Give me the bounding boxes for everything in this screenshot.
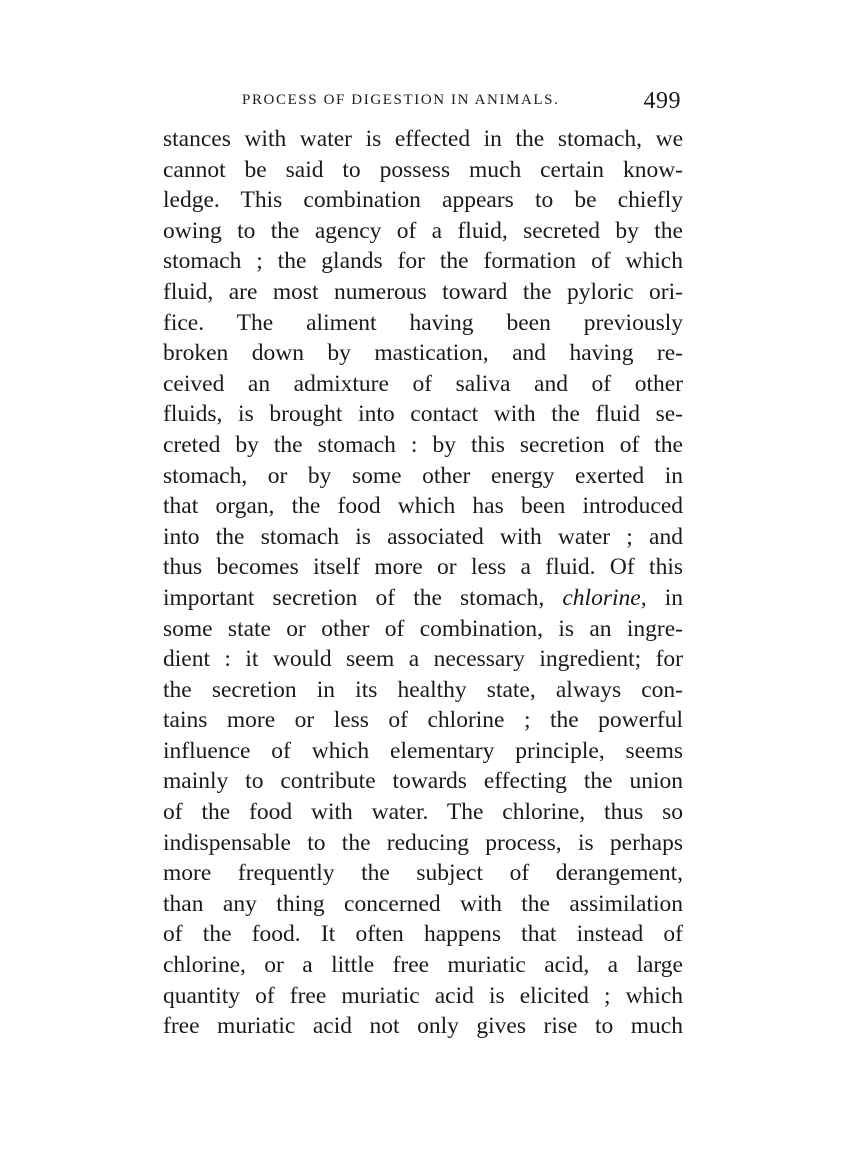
- text-segment: in: [646, 584, 683, 611]
- italic-term: chlorine,: [562, 584, 647, 611]
- text-line: fice. The aliment having been previously: [163, 309, 683, 336]
- text-line: free muriatic acid not only gives rise to much: [163, 1013, 683, 1040]
- text-line: dient : it would seem a necessary ingredient; for: [163, 646, 683, 673]
- text-line: stomach, or by some other energy exerted in: [163, 462, 683, 489]
- text-line: owing to the agency of a fluid, secreted by the: [163, 217, 683, 244]
- text-line: some state or other of combination, is an ingre-: [163, 615, 683, 642]
- text-line: [163, 583, 683, 614]
- text-line: chlorine, or a little free muriatic acid, a large: [163, 952, 683, 979]
- text-line: mainly to contribute towards effecting the union: [163, 768, 683, 795]
- body-text: [163, 124, 683, 1042]
- text-line: into the stomach is associated with water ; and: [163, 523, 683, 550]
- text-line: more frequently the subject of derangement,: [163, 860, 683, 887]
- text-line: fluid, are most numerous toward the pyloric ori-: [163, 278, 683, 305]
- text-line: fluids, is brought into contact with the fluid se-: [163, 401, 683, 428]
- page-number: 499: [643, 88, 681, 114]
- running-head: [163, 88, 683, 118]
- text-line: of the food with water. The chlorine, thus so: [163, 799, 683, 826]
- text-line: quantity of free muriatic acid is elicited ; which: [163, 982, 683, 1009]
- text-line: influence of which elementary principle, seems: [163, 737, 683, 764]
- text-segment: important secretion of the stomach,: [163, 584, 563, 611]
- text-line: than any thing concerned with the assimilation: [163, 890, 683, 917]
- text-line: ceived an admixture of saliva and of other: [163, 370, 683, 397]
- text-line: creted by the stomach : by this secretion of the: [163, 431, 683, 458]
- text-line: of the food. It often happens that instead of: [163, 921, 683, 948]
- text-line: thus becomes itself more or less a fluid. Of this: [163, 554, 683, 581]
- text-line: stances with water is effected in the stomach, we: [163, 126, 683, 152]
- text-line: cannot be said to possess much certain know-: [163, 156, 683, 183]
- text-line: broken down by mastication, and having re-: [163, 340, 683, 367]
- text-line: indispensable to the reducing process, is perhaps: [163, 829, 683, 856]
- text-line: ledge. This combination appears to be chiefly: [163, 187, 683, 214]
- text-line: tains more or less of chlorine ; the powerful: [163, 707, 683, 734]
- text-line: that organ, the food which has been introduced: [163, 493, 683, 520]
- text-line: stomach ; the glands for the formation of which: [163, 248, 683, 275]
- text-line: the secretion in its healthy state, always con-: [163, 676, 683, 703]
- running-title: PROCESS OF DIGESTION IN ANIMALS.: [242, 92, 560, 108]
